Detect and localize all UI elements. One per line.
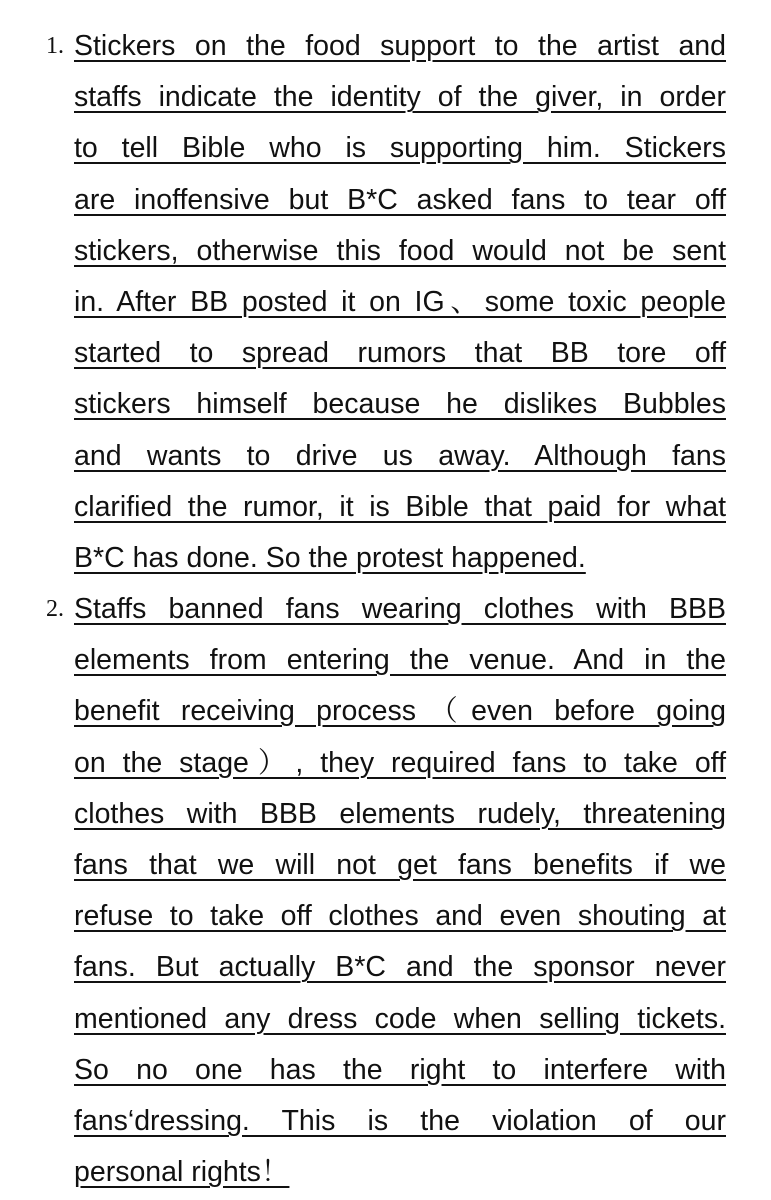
text-line: clothes with BBB elements rudely, threatening xyxy=(74,797,726,830)
text-line: are inoffensive but B*C asked fans to tear off xyxy=(74,183,726,216)
text-line: elements from entering the venue. And in the xyxy=(74,644,726,677)
text-line: fans‘dressing. This is the violation of our xyxy=(74,1105,726,1137)
text-line: Staffs banned fans wearing clothes with BBB xyxy=(74,593,726,625)
text-line: fans. But actually B*C and the sponsor never xyxy=(74,951,726,984)
text-line: fans that we will not get fans benefits if we xyxy=(74,849,726,881)
text-line: staffs indicate the identity of the giver, in order xyxy=(74,81,726,114)
text-line: and wants to drive us away. Although fans xyxy=(74,439,726,472)
text-line: B*C has done. So the protest happened. xyxy=(74,542,586,574)
text-line: stickers, otherwise this food would not be sent xyxy=(74,234,726,267)
text-line: Stickers on the food support to the artist and xyxy=(74,30,726,62)
text-line: refuse to take off clothes and even shouting at xyxy=(74,900,726,933)
text-line: started to spread rumors that BB tore off xyxy=(74,337,726,370)
text-line: benefit receiving process（even before going xyxy=(74,695,726,728)
text-line: mentioned any dress code when selling tickets. xyxy=(74,1002,726,1035)
list-item-number: 1. xyxy=(46,33,64,59)
list-item-number: 2. xyxy=(46,596,64,622)
text-line: stickers himself because he dislikes Bubbles xyxy=(74,388,726,421)
text-line: So no one has the right to interfere with xyxy=(74,1053,726,1086)
text-line: to tell Bible who is supporting him. Stickers xyxy=(74,132,726,165)
text-line: clarified the rumor, it is Bible that paid for what xyxy=(74,490,726,523)
text-line: on the stage）, they required fans to take off xyxy=(74,746,726,779)
text-line: in. After BB posted it on IG、some toxic people xyxy=(74,286,726,318)
text-line: personal rights！ xyxy=(74,1156,290,1189)
